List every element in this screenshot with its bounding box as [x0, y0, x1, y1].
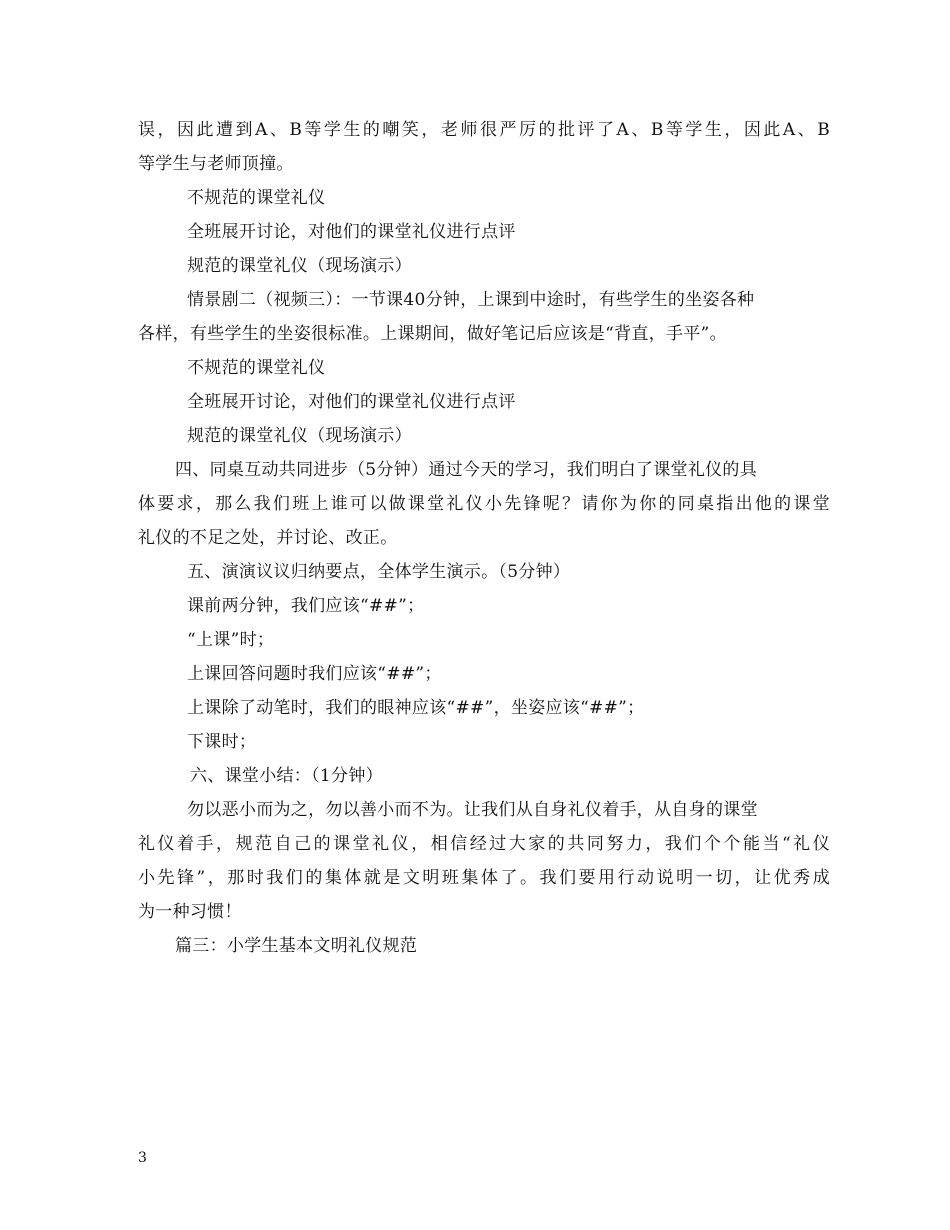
text-line: 礼仪的不足之处，并讨论、改正。 — [138, 528, 398, 548]
text-line: 课前两分钟，我们应该“##”； — [187, 596, 425, 616]
text-line: 礼仪着手，规范自己的课堂礼仪，相信经过大家的共同努力，我们个个能当“礼仪 — [138, 834, 830, 854]
text-line: 规范的课堂礼仪（现场演示） — [187, 256, 412, 276]
chapter-heading-line: 篇三：小学生基本文明礼仪规范 — [175, 936, 418, 956]
text-line: 为一种习惯！ — [138, 902, 242, 922]
text-line: 情景剧二（视频三）：一节课40分钟，上课到中途时，有些学生的坐姿各种 — [187, 290, 755, 310]
text-line: 不规范的课堂礼仪 — [187, 358, 326, 378]
text-line: 等学生与老师顶撞。 — [138, 154, 294, 174]
text-line: 规范的课堂礼仪（现场演示） — [187, 426, 412, 446]
section-heading-line: 五、演演议议归纳要点，全体学生演示。（5分钟） — [187, 562, 571, 582]
text-line: 上课除了动笔时，我们的眼神应该“##”，坐姿应该“##”； — [187, 698, 645, 718]
text-line: 勿以恶小而为之，勿以善小而不为。让我们从自身礼仪着手，从自身的课堂 — [187, 800, 758, 820]
text-line: 下课时； — [187, 732, 257, 752]
text-line: 全班展开讨论，对他们的课堂礼仪进行点评 — [187, 222, 516, 242]
text-line: 不规范的课堂礼仪 — [187, 188, 326, 208]
text-line-continuation: 误，因此遭到A、B等学生的嘲笑，老师很严厉的批评了A、B等学生，因此A、B — [138, 120, 830, 140]
text-line: “上课”时； — [187, 630, 275, 650]
text-line: 体要求，那么我们班上谁可以做课堂礼仪小先锋呢？请你为你的同桌指出他的课堂 — [138, 494, 830, 514]
page-number: 3 — [138, 1150, 147, 1166]
section-heading-line: 四、同桌互动共同进步（5分钟）通过今天的学习，我们明白了课堂礼仪的具 — [175, 460, 758, 480]
text-line: 小先锋”，那时我们的集体就是文明班集体了。我们要用行动说明一切，让优秀成 — [138, 868, 830, 888]
section-heading-line: 六、课堂小结：（1分钟） — [190, 766, 383, 786]
text-line: 上课回答问题时我们应该“##”； — [187, 664, 442, 684]
text-line: 全班展开讨论，对他们的课堂礼仪进行点评 — [187, 392, 516, 412]
text-line: 各样，有些学生的坐姿很标准。上课期间，做好笔记后应该是“背直，手平”。 — [138, 324, 727, 344]
